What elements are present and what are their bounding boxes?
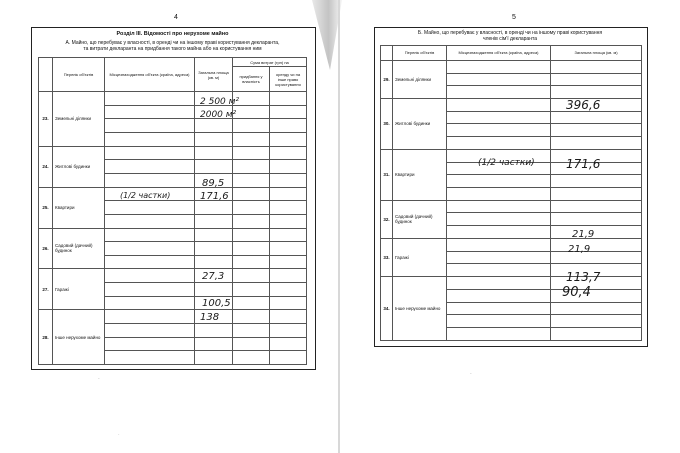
row-number: 30. bbox=[381, 99, 393, 150]
row-label: Квартири bbox=[393, 149, 447, 200]
row-label: Житлові будинки bbox=[393, 99, 447, 150]
hw-land-area-2: 2000 м² bbox=[200, 110, 237, 120]
scan-speck: ˉ bbox=[98, 378, 100, 384]
col-header-amount: Сума витрат (грн) на bbox=[233, 58, 307, 67]
hw-garage-area: 27,3 bbox=[202, 271, 225, 282]
row-number: 29. bbox=[381, 60, 393, 98]
right-subtitle-2: членів сім'ї декларанта bbox=[483, 36, 537, 42]
row-label: Інше нерухоме майно bbox=[53, 310, 105, 365]
hw-other-area-1: 113,7 bbox=[566, 270, 601, 284]
col-header-area: Загальна площа (кв. м) bbox=[195, 58, 233, 92]
page-number-right: 5 bbox=[512, 14, 516, 21]
row-number: 24. bbox=[39, 146, 53, 187]
hw-share-note: (1/2 частки) bbox=[478, 158, 535, 168]
row-number: 31. bbox=[381, 149, 393, 200]
scan-speck: ˉ bbox=[470, 373, 472, 379]
row-label: Гаражі bbox=[393, 238, 447, 276]
page-gutter bbox=[338, 0, 340, 453]
hw-other-area-2: 90,4 bbox=[562, 285, 591, 300]
hw-garage-area-2: 21,9 bbox=[568, 244, 591, 255]
left-property-table bbox=[38, 57, 307, 365]
row-label: Квартири bbox=[53, 187, 105, 228]
row-label: Земельні ділянки bbox=[393, 60, 447, 98]
row-label: Садовий (дачний) будинок bbox=[53, 228, 105, 269]
hw-other-area-2: 138 bbox=[200, 312, 220, 323]
col-header-area: Загальна площа (кв. м) bbox=[551, 46, 642, 61]
row-number: 28. bbox=[39, 310, 53, 365]
left-subtitle-1: А. Майно, що перебуває у власності, в оренді чи на іншому праві користування декларанта, bbox=[65, 40, 280, 46]
row-number: 33. bbox=[381, 238, 393, 276]
col-header-buy: придбання у власність bbox=[233, 67, 270, 92]
row-label: Земельні ділянки bbox=[53, 92, 105, 147]
col-header-location: Місцезнаходження об'єкта (країна, адреса) bbox=[105, 58, 195, 92]
row-label: Гаражі bbox=[53, 269, 105, 310]
row-number: 25. bbox=[39, 187, 53, 228]
row-label: Житлові будинки bbox=[53, 146, 105, 187]
left-section-title: Розділ III. Відомості про нерухоме майно bbox=[116, 31, 229, 37]
row-label: Інше нерухоме майно bbox=[393, 277, 447, 341]
row-label: Садовий (дачний) будинок bbox=[393, 200, 447, 238]
hw-land-area-1: 2 500 м² bbox=[200, 97, 240, 107]
hw-flat-area-2: 171,6 bbox=[200, 191, 229, 202]
row-number: 32. bbox=[381, 200, 393, 238]
row-number: 26. bbox=[39, 228, 53, 269]
scan-speck: · bbox=[118, 432, 120, 438]
hw-garage-area-1: 21,9 bbox=[572, 229, 595, 240]
col-header-object: Перелік об'єктів bbox=[53, 58, 105, 92]
row-number: 27. bbox=[39, 269, 53, 310]
row-number: 34. bbox=[381, 277, 393, 341]
hw-flat-area: 171,6 bbox=[566, 157, 601, 171]
col-header-object: Перелік об'єктів bbox=[393, 46, 447, 61]
col-header-location: Місцезнаходження об'єкта (країна, адреса) bbox=[447, 46, 551, 61]
hw-share-note: (1/2 частки) bbox=[120, 191, 171, 200]
left-subtitle-2: та витрати декларанта на придбання такого майна або на користування ним bbox=[83, 46, 262, 52]
page-number-left: 4 bbox=[174, 14, 178, 21]
row-number: 23. bbox=[39, 92, 53, 147]
col-header-rent: оренду чи на інше право користування bbox=[270, 67, 307, 92]
right-subtitle-1: Б. Майно, що перебуває у власності, в оренді чи на іншому праві користування bbox=[417, 30, 603, 36]
hw-flat-area-1: 89,5 bbox=[202, 178, 225, 189]
right-property-table bbox=[380, 45, 642, 341]
hw-other-area-1: 100,5 bbox=[202, 298, 231, 309]
hw-house-area: 396,6 bbox=[566, 98, 601, 112]
